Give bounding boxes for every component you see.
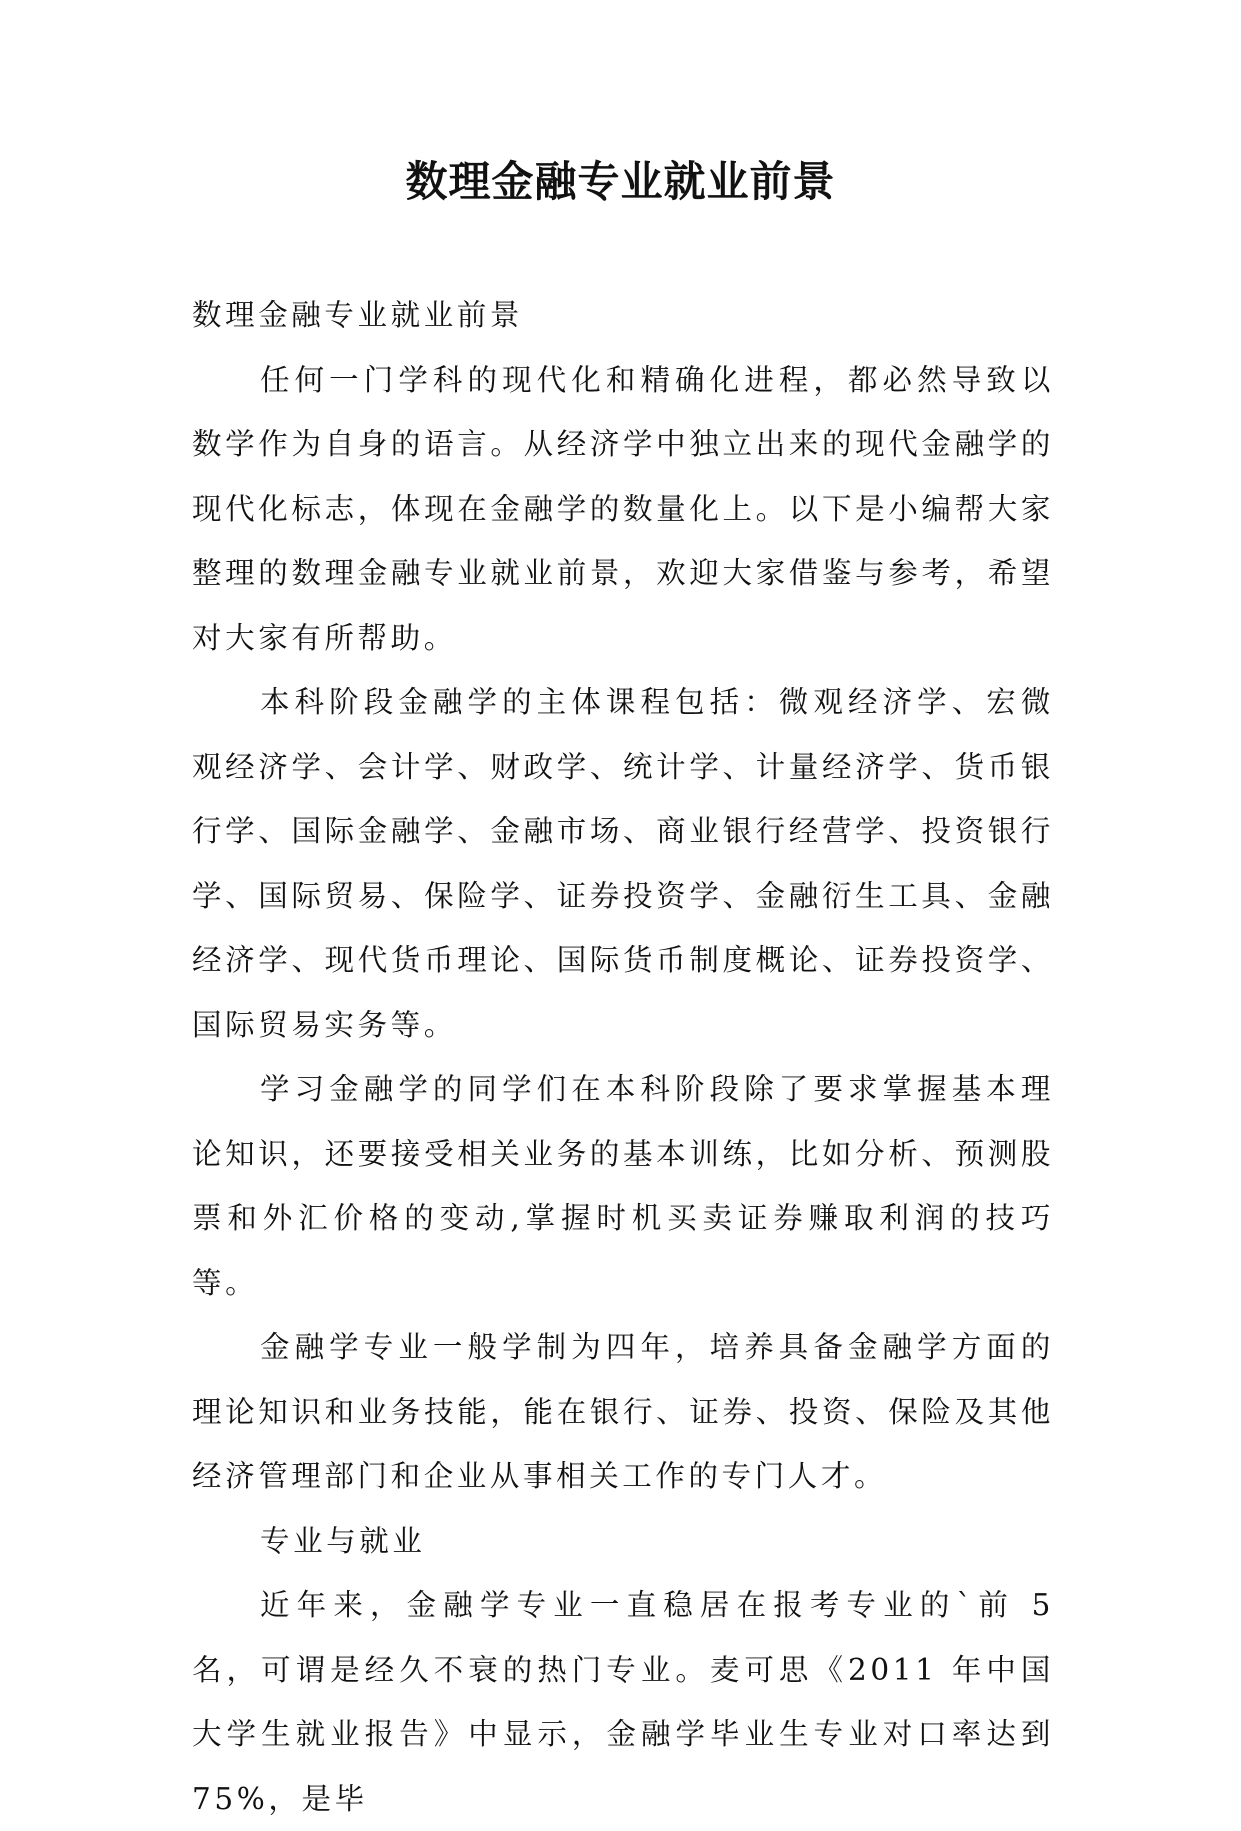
document-title: 数理金融专业就业前景	[405, 157, 836, 206]
section-heading-employment: 专业与就业	[260, 1523, 426, 1558]
paragraph-employment: 近年来，金融学专业一直稳居在报考专业的`前 5 名，可谓是经久不衰的热门专业。麦可思《2011 年中国大学生就业报告》中显示，金融学毕业生专业对口率达到 75%，是毕	[192, 1588, 1054, 1816]
document-body	[192, 283, 1054, 1831]
paragraph-program: 金融学专业一般学制为四年，培养具备金融学方面的理论知识和业务技能，能在银行、证券、投资、保险及其他经济管理部门和企业从事相关工作的专门人才。	[192, 1330, 1054, 1493]
paragraph-courses: 本科阶段金融学的主体课程包括：微观经济学、宏微观经济学、会计学、财政学、统计学、计量经济学、货币银行学、国际金融学、金融市场、商业银行经营学、投资银行学、国际贸易、保险学、证券投资学、金融衍生工具、金融经济学、现代货币理论、国际货币制度概论、证券投资学、国际贸易实务等。	[192, 685, 1054, 1042]
paragraph-intro: 任何一门学科的现代化和精确化进程，都必然导致以数学作为自身的语言。从经济学中独立出来的现代金融学的现代化标志，体现在金融学的数量化上。以下是小编帮大家整理的数理金融专业就业前景，欢迎大家借鉴与参考，希望对大家有所帮助。	[192, 362, 1054, 655]
subtitle-line: 数理金融专业就业前景	[192, 298, 524, 332]
paragraph-training: 学习金融学的同学们在本科阶段除了要求掌握基本理论知识，还要接受相关业务的基本训练，比如分析、预测股票和外汇价格的变动,掌握时机买卖证券赚取利润的技巧等。	[192, 1072, 1054, 1300]
